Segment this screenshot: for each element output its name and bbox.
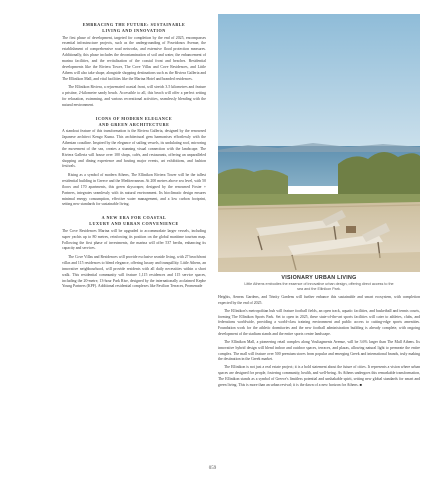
section-heading-icons-of-elegance <box>62 116 206 128</box>
paragraph: A standout feature of this transformation is the Riviera Galleria, designed by the renowned Japanese architect Kengo Kuma. This architectural gem harmonises effortlessly with the Athenian coastline. Inspired by the elegance of sailing vessels, its undulating roof, mirroring the movement of the sea, creates a stunning visual connection with the landscape. The Riviera Galleria will house over 100 shops, cafés, and restaurants, offering an unparalleled shopping and dining experience and hosting major events, art exhibitions, and fashion festivals. <box>62 129 206 169</box>
paragraph: The Ellinikon Mall, a pioneering retail complex along Vouliagmenis Avenue, will be 3.6% larger than The Mall Athens. Its innovative hybrid design will blend indoor and outdoor spaces, terraces, and plazas, allowing natural light to permeate the entire complex. The mall will feature over 500 premium stores from popular and emerging Greek and international brands, truly making the destination in the Greek market. <box>218 339 420 362</box>
sky <box>218 14 420 164</box>
paragraph: The Ellinikon's metropolitan hub will feature football fields, an open track, aquatic facilities, and basketball and tennis courts, forming The Ellinikon Sports Park. Set to open in 2025, these state-of-the-art sports facilities will cater to athletes, clubs, and federations worldwide, providing a world-class training environment and public access to cutting-edge sports amenities. Foundation work for the athletic dormitories and the new football administration building is already complete, with ongoing development of the stadium stands and the entire sports centre landscape. <box>218 308 420 337</box>
paragraph: Rising as a symbol of modern Athens, The Ellinikon Riviera Tower will be the tallest residential building in Greece and the Mediterranean. At 200 metres above sea level, with 50 floors and 170 apartments, this green skyscraper, designed by the renowned Foster + Partners, integrates seamlessly with its natural environment. Its bioclimatic design ensures minimal energy consumption, effective water management, and a low carbon footprint, setting new standards for sustainable living. <box>62 173 206 207</box>
section-heading-sustainable-living <box>62 22 206 34</box>
section-heading-coastal-luxury <box>62 215 206 227</box>
paragraph: The Ellinikon Riviera, a rejuvenated coastal front, will stretch 3.5 kilometres and feature a pristine, 2-kilometre sandy beach. Accessible to all, this beach will offer a perfect setting for relaxation, swimming, and various recreational activities, seamlessly blending with the natural environment. <box>62 85 206 107</box>
caption-title: VISIONARY URBAN LIVING <box>281 275 357 281</box>
paragraph: The Cove Residences Marina will be upgraded to accommodate larger vessels, including super yachts up to 80 metres, reinforcing its position on the global maritime tourism map. Following the first phase of investments, the marina will offer 537 berths, enhancing its capacity and services. <box>62 228 206 251</box>
paragraph: The Cove Villas and Residences will provide exclusive seaside living, with 27 beachfront villas and 115 residences to blend elegance, offering luxury and tranquillity. Little Athens, an innovative neighbourhood, will provide residents with all daily necessities within a short walk. This residential community will feature 1,115 residences and 115 service spaces, including the 20-metre, 13-hour Park Rise, designed by the internationally acclaimed Kephe Young Partners (KPF). Additional residential complexes like Pavilion Terraces, Promenade <box>62 255 206 289</box>
left-text-column <box>62 22 206 293</box>
paragraph: Heights, Aeneas Gardens, and Trinity Gardens will further enhance this sustainable and smart ecosystem, with completion expected by the end of 2025. <box>218 295 420 305</box>
caption-text: Little Athens embodies the essence of innovative urban design, offering direct access to the sea and the Ellinikon Park. <box>244 282 394 291</box>
paragraph: The first phase of development, targeted for completion by the end of 2025, encompasses essential infrastructure projects, such as the undergrounding of Poseidonos Avenue, the establishment of comprehensive road networks, and extensive flood protection measures. Additionally, this phase includes the decontamination of soil and water, the enhancement of marina facilities, and the revitalisation of the coastal front and beaches. Residential developments like the Riviera Tower, The Cove Villas and Cove Residences, and Little Athens will also take shape, alongside shopping destinations such as the Riviera Galleria and The Ellinikon Mall, and vital facilities like the Marina Hotel and branded residences. <box>62 35 206 81</box>
photo-illustration <box>218 14 420 272</box>
terrace-sea-view-photo <box>218 14 420 272</box>
page-number: 059 <box>208 466 217 471</box>
paragraph-text: The Ellinikon is not just a real estate project; it is a bold statement about the future of cities. It represents a vision where urban spaces are designed for people, fostering community, health, and well-being. As Athens undergoes this remarkable transformation, The Ellinikon stands as a symbol of Greece's limitless potential and unshakable spirit, setting new global standards for smart and green living. This is more than an urban revival; it is the dawn of a new horizon for Athens. <box>218 365 420 387</box>
heading-line: LUXURY AND URBAN CONVENIENCE <box>89 221 179 227</box>
heading-line: LIVING AND INNOVATION <box>102 27 166 33</box>
paragraph <box>218 365 420 388</box>
photo-caption <box>218 275 420 292</box>
heading-line: AND GREEN ARCHITECTURE <box>98 121 170 127</box>
heading-line: EMBRACING THE FUTURE: SUSTAINABLE <box>82 22 186 27</box>
side-table <box>346 226 356 233</box>
end-mark: ■ <box>359 382 362 387</box>
heading-line: A NEW ERA FOR COASTAL <box>101 215 167 221</box>
right-text-column <box>218 295 420 391</box>
heading-line: ICONS OF MODERN ELEGANCE <box>95 115 173 121</box>
